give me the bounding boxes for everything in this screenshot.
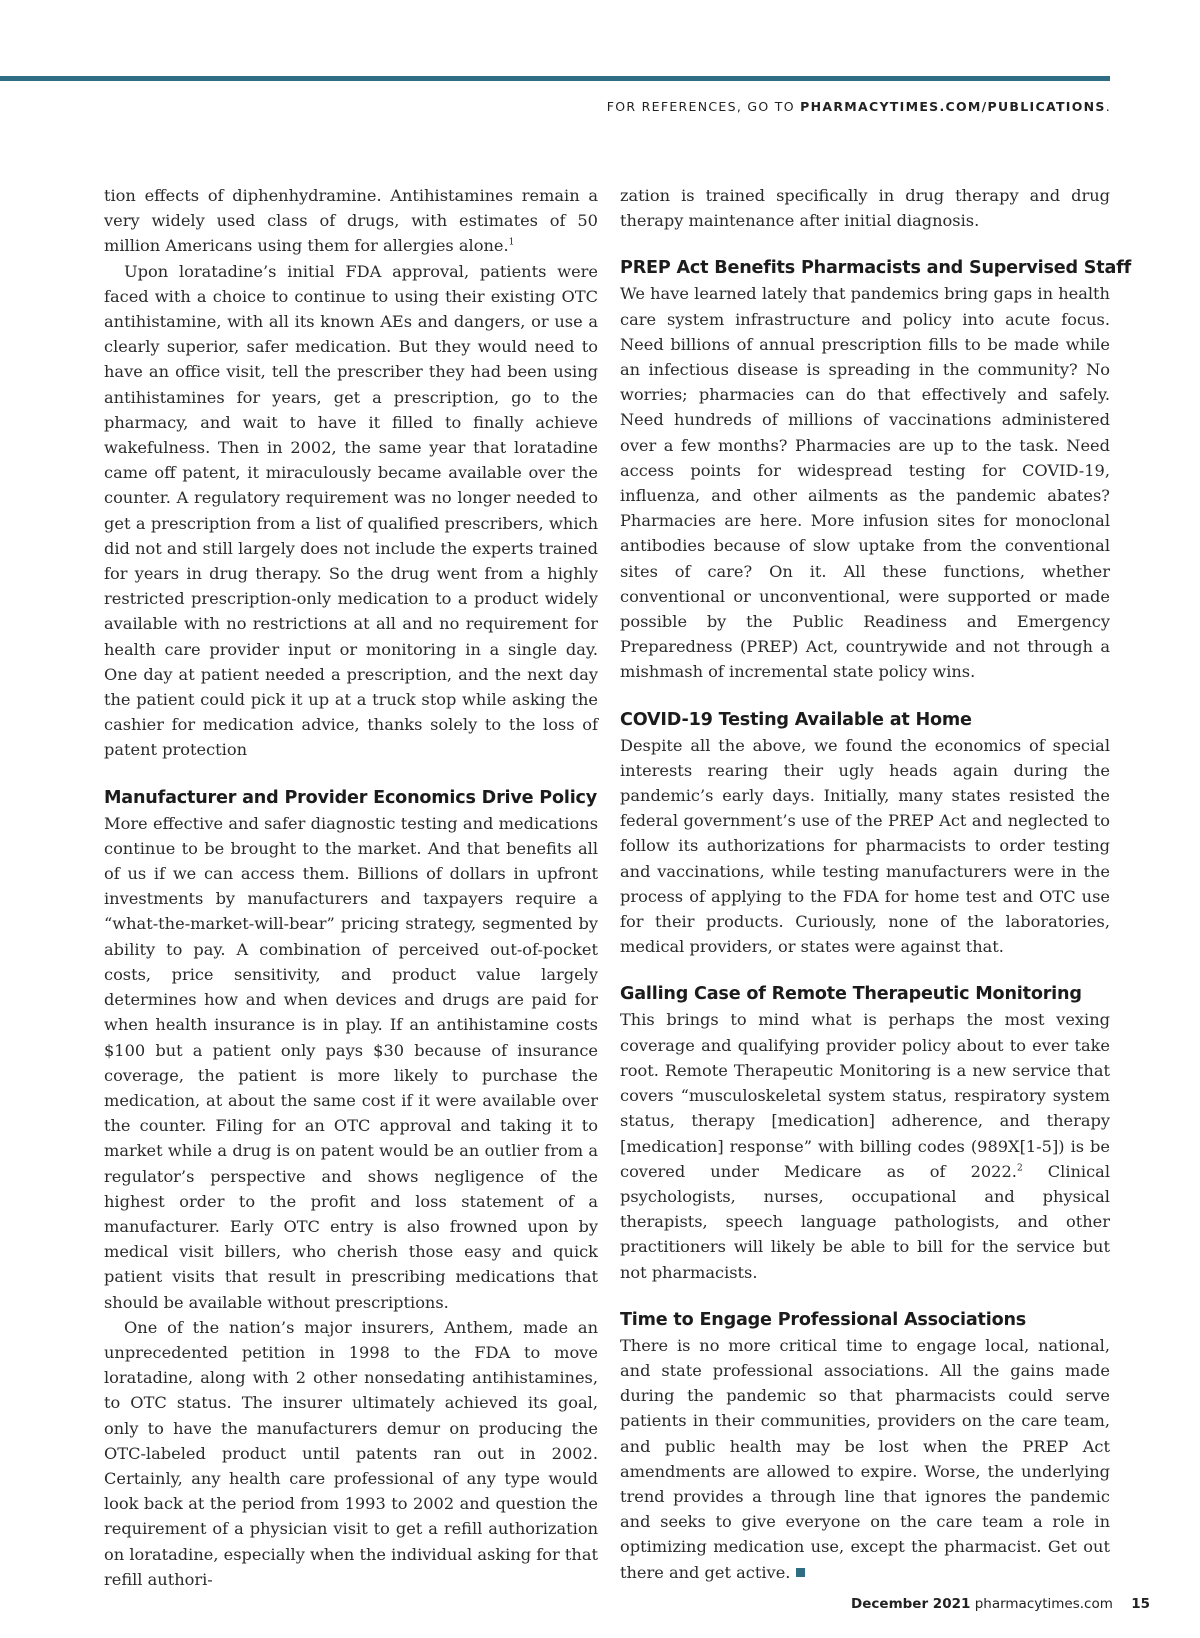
reference-superscript: 1 <box>508 238 515 249</box>
section-heading: PREP Act Benefits Pharmacists and Supervised Staff <box>620 258 1132 279</box>
page-number: 15 <box>1131 1596 1150 1612</box>
top-rule <box>0 76 1110 81</box>
paragraph: One of the nation’s major insurers, Anthem, made an unprecedented petition in 1998 to the FDA to move loratadine, along with 2 other nonsedating antihistamines, to OTC status. The insurer ultimately achieved its goal, only to have the manufacturers demur on producing the OTC-labeled product until patents ran out in 2002. Certainly, any health care professional of any type would look back at the period from 1993 to 2002 and question the requirement of a physician visit to get a refill authorization on loratadine, especially when the individual asking for that refill authori- <box>104 1317 598 1589</box>
paragraph: Despite all the above, we found the economics of special interests rearing their ugly heads again during the pandemic’s early days. Initially, many states resisted the federal government’s use of the PREP Act and neglected to follow its authorizations for pharmacists to order testing and vaccinations, while testing manufacturers were in the process of applying to the FDA for home test and OTC use for their products. Curiously, none of the laboratories, medical providers, or states were against that. <box>620 735 1110 957</box>
paragraph <box>620 1007 1110 1284</box>
paragraph-text: There is no more critical time to engage local, national, and state professional associations. All the gains made during the pandemic so that pharmacists could serve patients in their communities, providers on the care team, and public health may be lost when the PREP Act amendments are allowed to expire. Worse, the underlying trend provides a through line that ignores the pandemic and seeks to give everyone on the care team a role in optimizing medication use, except the pharmacist. Get out there and get active. <box>620 1335 1110 1582</box>
paragraph <box>620 1333 1110 1585</box>
references-suffix: . <box>1105 99 1111 114</box>
references-note <box>607 99 1111 114</box>
paragraph: zation is trained specifically in drug therapy and drug therapy maintenance after initial diagnosis. <box>620 186 1110 231</box>
page-footer <box>851 1596 1150 1612</box>
paragraph <box>104 183 598 259</box>
section-heading: COVID-19 Testing Available at Home <box>620 709 972 730</box>
paragraph: We have learned lately that pandemics bring gaps in health care system infrastructure and policy into acute focus. Need billions of annual prescription fills to be made while an infectious disease is spreading in the community? No worries; pharmacies can do that effectively and safely. Need hundreds of millions of vaccinations administered over a few months? Pharmacies are up to the task. Need access points for widespread testing for COVID-19, influenza, and other ailments as the pandemic abates? Pharmacies are here. More infusion sites for monoclonal antibodies because of slow uptake from the conventional sites of care? On it. All these functions, whether conventional or unconventional, were supported or made possible by the Public Readiness and Emergency Preparedness (PREP) Act, countrywide and not through a mishmash of incremental state policy wins. <box>620 284 1110 682</box>
right-column <box>620 183 1132 1585</box>
issue-date: December 2021 <box>851 1596 971 1612</box>
paragraph-text: This brings to mind what is perhaps the most vexing coverage and qualifying provider policy about to ever take root. Remote Therapeutic Monitoring is a new service that covers “musculoskeletal system status, respiratory system status, therapy [medication] adherence, and therapy [medication] response” with billing codes (989X[1-5]) is be covered under Medicare as of 2022. <box>620 1010 1110 1181</box>
reference-superscript: 2 <box>1016 1163 1023 1174</box>
references-prefix: FOR REFERENCES, GO TO <box>606 99 801 114</box>
section-heading: Galling Case of Remote Therapeutic Monitoring <box>620 984 1082 1005</box>
paragraph: Upon loratadine’s initial FDA approval, patients were faced with a choice to continue to using their existing OTC antihistamine, with all its known AEs and dangers, or use a clearly superior, safer medication. But they would need to have an office visit, tell the prescriber they had been using antihistamines for years, get a prescription, go to the pharmacy, and wait to have it filled to finally achieve wakefulness. Then in 2002, the same year that loratadine came off patent, it miraculously became available over the counter. A regulatory requirement was no longer needed to get a prescription from a list of qualified prescribers, which did not and still largely does not include the experts trained for years in drug therapy. So the drug went from a highly restricted prescription-only medication to a product widely available with no restrictions at all and no requirement for health care provider input or monitoring in a single day. One day at patient needed a prescription, and the next day the patient could pick it up at a truck stop while asking the cashier for medication advice, thanks solely to the loss of patent protection <box>104 261 598 760</box>
references-link[interactable]: PHARMACYTIMES.COM/PUBLICATIONS <box>800 99 1106 114</box>
paragraph-text: Clinical psychologists, nurses, occupational and physical therapists, speech language pathologists, and other practitioners will likely be able to bill for the service but not pharmacists. <box>620 1161 1110 1282</box>
paragraph: More effective and safer diagnostic testing and medications continue to be brought to the market. And that benefits all of us if we can access them. Billions of dollars in upfront investments by manufacturers and taxpayers require a “what-the-market-will-bear” pricing strategy, segmented by ability to pay. A combination of perceived out-of-pocket costs, price sensitivity, and product value largely determines how and when devices and drugs are paid for when health insurance is in play. If an antihistamine costs $100 but a patient only pays $30 because of insurance coverage, the patient is more likely to purchase the medication, at about the same cost if it were available over the counter. Filing for an OTC approval and taking it to market while a drug is on patent would be an outlier from a regulator’s perspective and shows negligence of the highest order to the profit and loss statement of a manufacturer. Early OTC entry is also frowned upon by medical visit billers, who cherish those easy and quick patient visits that result in prescribing medications that should be available without prescriptions. <box>104 813 598 1312</box>
left-column <box>104 183 598 1592</box>
paragraph-text: tion effects of diphenhydramine. Antihistamines remain a very widely used class of drugs, with estimates of 50 million Americans using them for allergies alone. <box>104 186 598 256</box>
section-heading: Manufacturer and Provider Economics Drive Policy <box>104 787 598 808</box>
section-heading: Time to Engage Professional Associations <box>620 1309 1027 1330</box>
site-name: pharmacytimes.com <box>974 1596 1113 1612</box>
end-of-article-icon <box>796 1568 805 1577</box>
